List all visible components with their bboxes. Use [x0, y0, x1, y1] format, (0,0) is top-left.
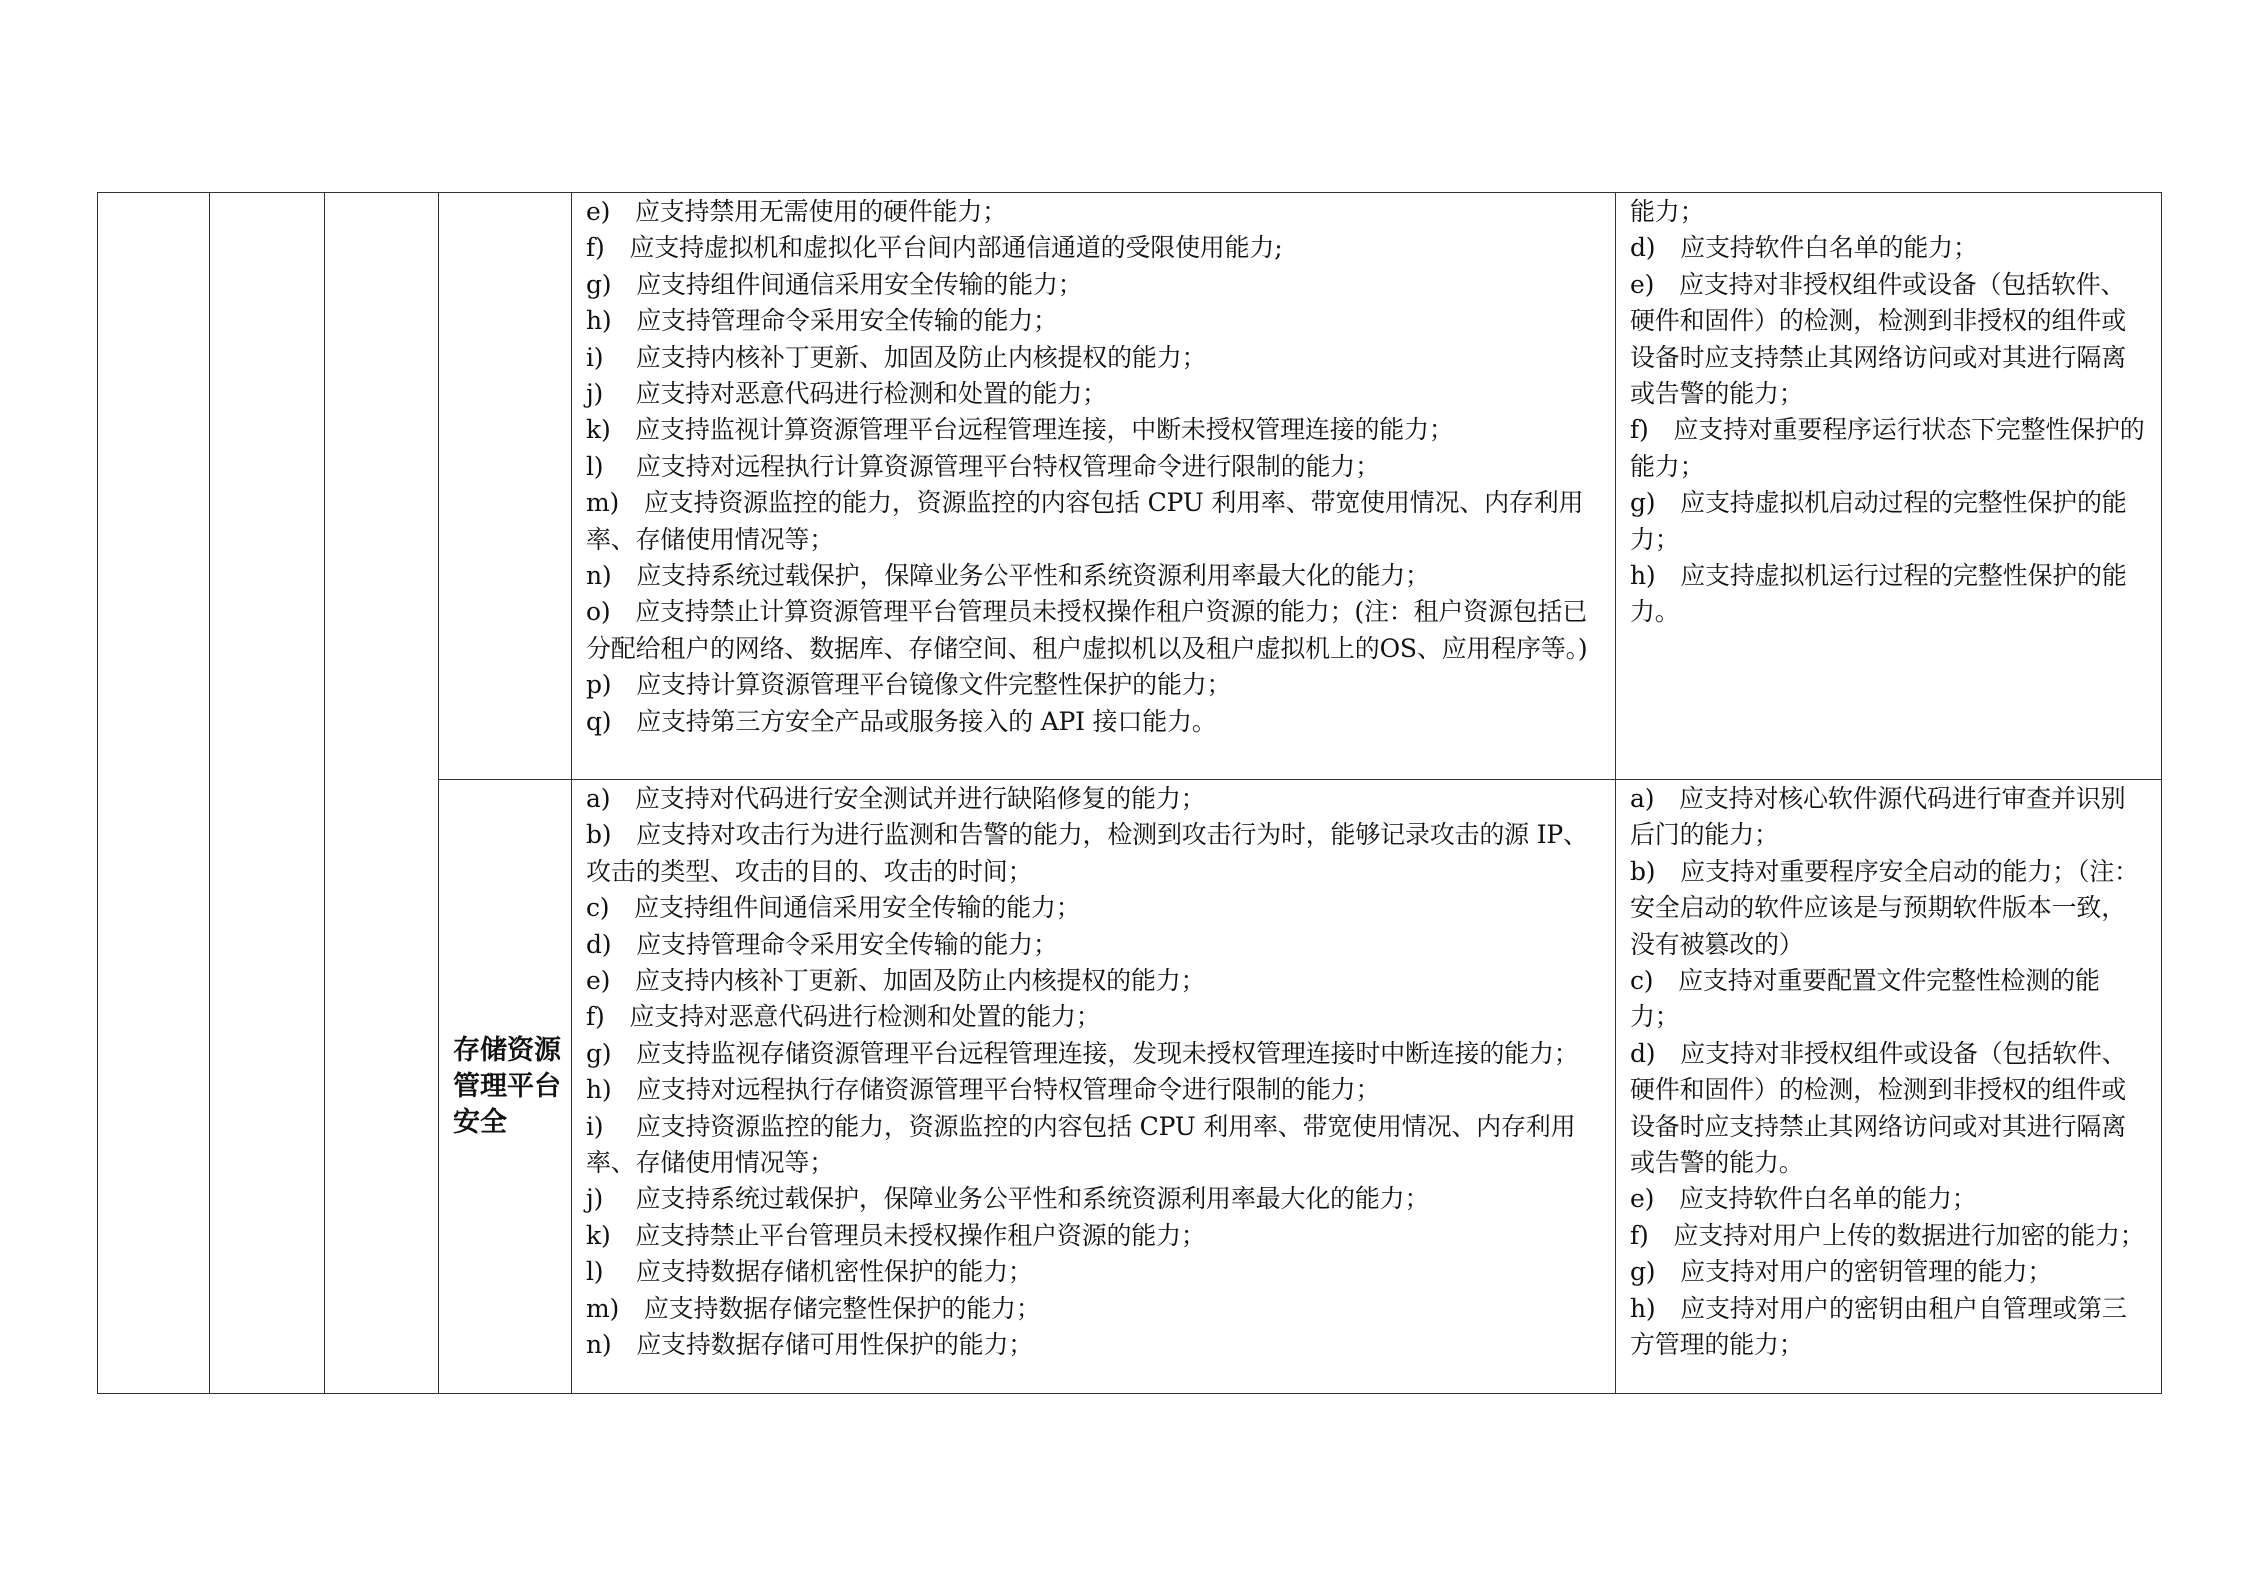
list-item: 能力；	[1630, 197, 1705, 226]
table-row-compute-platform	[98, 193, 2162, 780]
list-item: o) 应支持禁止计算资源管理平台管理员未授权操作租户资源的能力；(注：租户资源包括已分配给租户的网络、数据库、存储空间、租户虚拟机以及租户虚拟机上的OS、应用程序等。)	[586, 597, 1588, 663]
list-item: k) 应支持禁止平台管理员未授权操作租户资源的能力；	[586, 1220, 1206, 1250]
requirements-cell	[572, 780, 1616, 1394]
merged-blank-cell-3	[325, 193, 439, 1394]
list-item: g) 应支持虚拟机启动过程的完整性保护的能力；	[1630, 488, 2127, 554]
list-item: c) 应支持组件间通信采用安全传输的能力；	[586, 893, 1081, 923]
list-item: c) 应支持对重要配置文件完整性检测的能力；	[1630, 966, 2100, 1032]
list-item: f) 应支持虚拟机和虚拟化平台间内部通信通道的受限使用能力;	[586, 233, 1283, 263]
extended-requirements-cell	[1616, 193, 2162, 780]
list-item: b) 应支持对攻击行为进行监测和告警的能力，检测到攻击行为时，能够记录攻击的源 IP、攻击的类型、攻击的目的、攻击的时间；	[586, 820, 1588, 886]
list-item: l) 应支持数据存储机密性保护的能力；	[586, 1257, 1033, 1287]
list-item: e) 应支持禁用无需使用的硬件能力；	[586, 197, 1007, 226]
list-item: m) 应支持资源监控的能力，资源监控的内容包括 CPU 利用率、带宽使用情况、内存利用率、存储使用情况等；	[586, 488, 1584, 554]
requirements-list	[586, 781, 1603, 1364]
requirements-list	[586, 194, 1603, 740]
extended-requirements-cell	[1616, 780, 2162, 1394]
list-item: f) 应支持对用户上传的数据进行加密的能力；	[1630, 1220, 2145, 1250]
list-item: h) 应支持管理命令采用安全传输的能力；	[586, 306, 1058, 336]
list-item: n) 应支持数据存储可用性保护的能力；	[586, 1330, 1034, 1360]
list-item: k) 应支持监视计算资源管理平台远程管理连接，中断未授权管理连接的能力；	[586, 415, 1454, 445]
list-item: j) 应支持系统过载保护，保障业务公平性和系统资源利用率最大化的能力；	[586, 1184, 1430, 1214]
list-item: a) 应支持对核心软件源代码进行审查并识别后门的能力；	[1630, 784, 2126, 850]
list-item: e) 应支持软件白名单的能力；	[1630, 1184, 1977, 1214]
list-item: p) 应支持计算资源管理平台镜像文件完整性保护的能力；	[586, 670, 1232, 700]
extended-requirements-list	[1630, 781, 2149, 1364]
list-item: g) 应支持组件间通信采用安全传输的能力；	[586, 269, 1083, 299]
security-requirements-table	[97, 192, 2162, 1394]
list-item: g) 应支持对用户的密钥管理的能力；	[1630, 1257, 2053, 1287]
list-item: h) 应支持虚拟机运行过程的完整性保护的能力。	[1630, 561, 2127, 627]
category-cell	[439, 193, 572, 780]
list-item: n) 应支持系统过载保护，保障业务公平性和系统资源利用率最大化的能力；	[586, 561, 1430, 591]
merged-blank-cell-1	[98, 193, 210, 1394]
list-item: i) 应支持内核补丁更新、加固及防止内核提权的能力；	[586, 342, 1207, 372]
list-item: b) 应支持对重要程序安全启动的能力；（注：安全启动的软件应该是与预期软件版本一致，没有被篡改的）	[1630, 856, 2139, 959]
list-item: g) 应支持监视存储资源管理平台远程管理连接，发现未授权管理连接时中断连接的能力；	[586, 1038, 1579, 1068]
list-item: a) 应支持对代码进行安全测试并进行缺陷修复的能力；	[586, 784, 1206, 813]
list-item: d) 应支持管理命令采用安全传输的能力；	[586, 929, 1058, 959]
category-cell-storage-platform-security: 存储资源管理平台安全	[439, 780, 572, 1394]
list-item: l) 应支持对远程执行计算资源管理平台特权管理命令进行限制的能力；	[586, 451, 1380, 481]
requirements-cell	[572, 193, 1616, 780]
list-item: j) 应支持对恶意代码进行检测和处置的能力；	[586, 379, 1107, 409]
list-item: e) 应支持对非授权组件或设备（包括软件、硬件和固件）的检测，检测到非授权的组件或设备时应支持禁止其网络访问或对其进行隔离或告警的能力；	[1630, 269, 2127, 409]
list-item: i) 应支持资源监控的能力，资源监控的内容包括 CPU 利用率、带宽使用情况、内存利用率、存储使用情况等；	[586, 1111, 1576, 1178]
list-item: h) 应支持对远程执行存储资源管理平台特权管理命令进行限制的能力；	[586, 1075, 1381, 1105]
list-item: f) 应支持对恶意代码进行检测和处置的能力；	[586, 1002, 1101, 1032]
list-item: e) 应支持内核补丁更新、加固及防止内核提权的能力；	[586, 966, 1206, 996]
merged-blank-cell-2	[210, 193, 325, 1394]
extended-requirements-list	[1630, 194, 2149, 631]
list-item: d) 应支持软件白名单的能力；	[1630, 233, 1978, 263]
list-item: m) 应支持数据存储完整性保护的能力；	[586, 1293, 1041, 1323]
list-item: f) 应支持对重要程序运行状态下完整性保护的能力；	[1630, 415, 2145, 481]
list-item: q) 应支持第三方安全产品或服务接入的 API 接口能力。	[586, 706, 1217, 736]
list-item: d) 应支持对非授权组件或设备（包括软件、硬件和固件）的检测，检测到非授权的组件或设备时应支持禁止其网络访问或对其进行隔离或告警的能力。	[1630, 1038, 2127, 1178]
list-item: h) 应支持对用户的密钥由租户自管理或第三方管理的能力；	[1630, 1293, 2127, 1360]
